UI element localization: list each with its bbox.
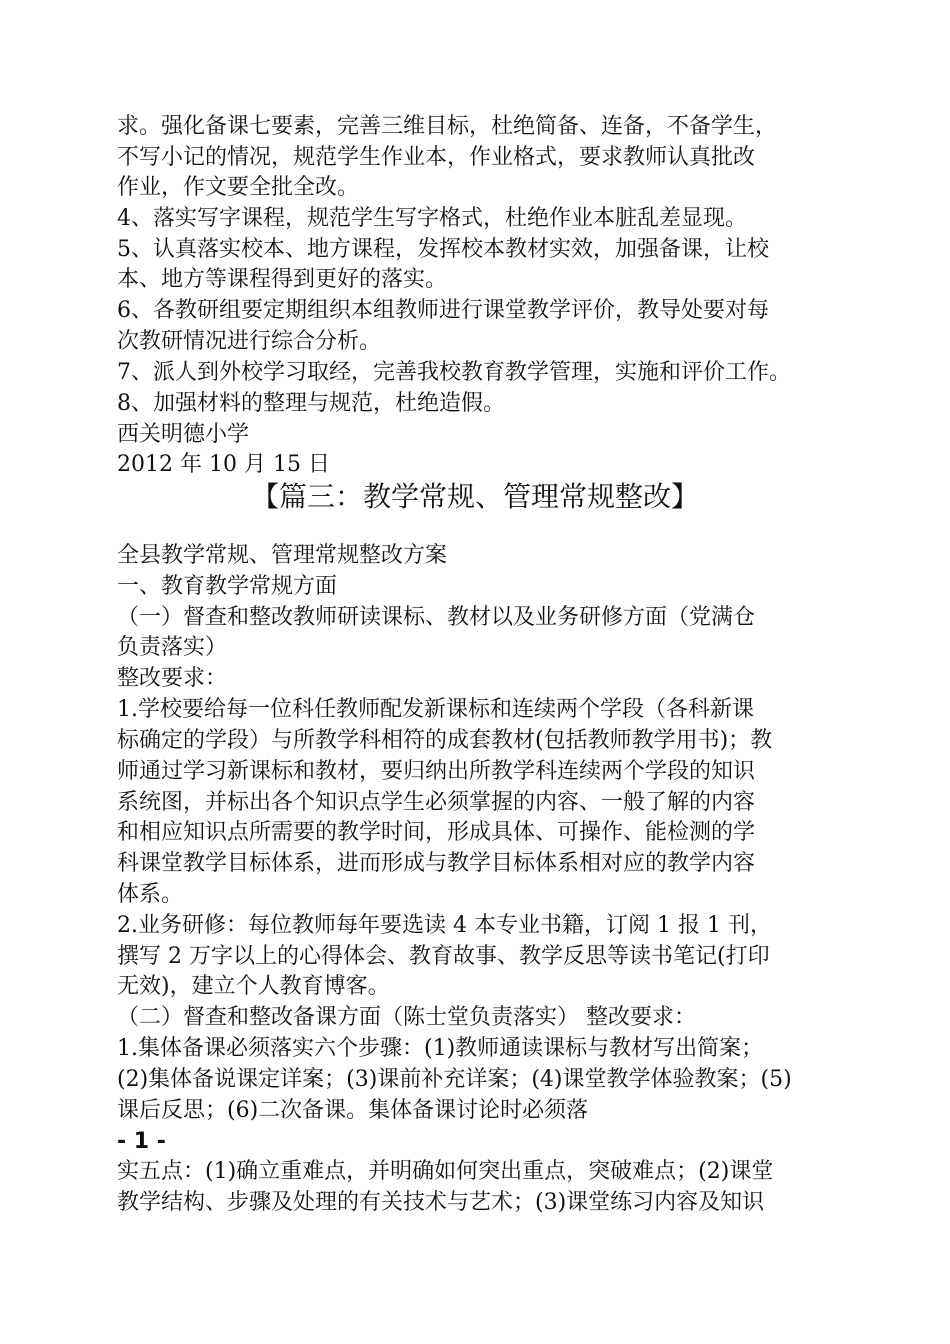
text-line: 实五点：(1)确立重难点，并明确如何突出重点，突破难点；(2)课堂 [117,1159,774,1184]
text-line: 不写小记的情况，规范学生作业本，作业格式，要求教师认真批改 [117,145,756,170]
text-line: 师通过学习新课标和教材，要归纳出所教学科连续两个学段的知识 [117,759,756,784]
text-line: 1.集体备课必须落实六个步骤：(1)教师通读课标与教材写出简案； [117,1036,764,1061]
text-line: （二）督查和整改备课方面（陈士堂负责落实） 整改要求： [117,1005,696,1030]
text-line: 6、各教研组要定期组织本组教师进行课堂教学评价，教导处要对每 [117,298,769,323]
section-heading: 【篇三：教学常规、管理常规整改】 [250,480,699,513]
text-line: 4、落实写字课程，规范学生写字格式，杜绝作业本脏乱差显现。 [117,206,747,231]
text-line: 7、派人到外校学习取经，完善我校教育教学管理，实施和评价工作。 [117,360,791,385]
text-line: 作业，作文要全批全改。 [117,175,360,200]
text-line: 撰写 2 万字以上的心得体会、教育故事、教学反思等读书笔记(打印 [117,944,770,969]
text-line: 体系。 [117,882,184,907]
text-line: 1.学校要给每一位科任教师配发新课标和连续两个学段（各科新课 [117,697,754,722]
page-number: - 1 - [117,1129,166,1154]
text-line: 求。强化备课七要素，完善三维目标，杜绝简备、连备，不备学生， [117,114,778,139]
text-line: 8、加强材料的整理与规范，杜绝造假。 [117,391,505,416]
signature-date: 2012 年 10 月 15 日 [117,452,330,477]
text-line: 本、地方等课程得到更好的落实。 [117,267,448,292]
text-line: 2.业务研修：每位教师每年要选读 4 本专业书籍，订阅 1 报 1 刊， [117,913,772,938]
text-line: 课后反思；(6)二次备课。集体备课讨论时必须落 [117,1098,589,1123]
text-line: 整改要求： [117,666,228,691]
text-line: 5、认真落实校本、地方课程，发挥校本教材实效，加强备课，让校 [117,237,769,262]
text-line: 科课堂教学目标体系，进而形成与教学目标体系相对应的教学内容 [117,851,756,876]
text-line: 一、教育教学常规方面 [117,574,338,599]
text-line: 无效)，建立个人教育博客。 [117,974,390,999]
text-line: 教学结构、步骤及处理的有关技术与艺术；(3)课堂练习内容及知识 [117,1190,765,1215]
text-line: 负责落实） [117,635,228,660]
document-title: 全县教学常规、管理常规整改方案 [117,543,448,568]
signature-school: 西关明德小学 [117,422,250,447]
text-line: 次教研情况进行综合分析。 [117,329,382,354]
text-line: 和相应知识点所需要的教学时间，形成具体、可操作、能检测的学 [117,820,756,845]
text-line: 标确定的学段）与所教学科相符的成套教材(包括教师教学用书)；教 [117,728,773,753]
text-line: 系统图，并标出各个知识点学生必须掌握的内容、一般了解的内容 [117,790,756,815]
text-line: （一）督查和整改教师研读课标、教材以及业务研修方面（党满仓 [117,605,756,630]
text-line: (2)集体备说课定详案；(3)课前补充详案；(4)课堂教学体验教案；(5) [117,1067,792,1092]
